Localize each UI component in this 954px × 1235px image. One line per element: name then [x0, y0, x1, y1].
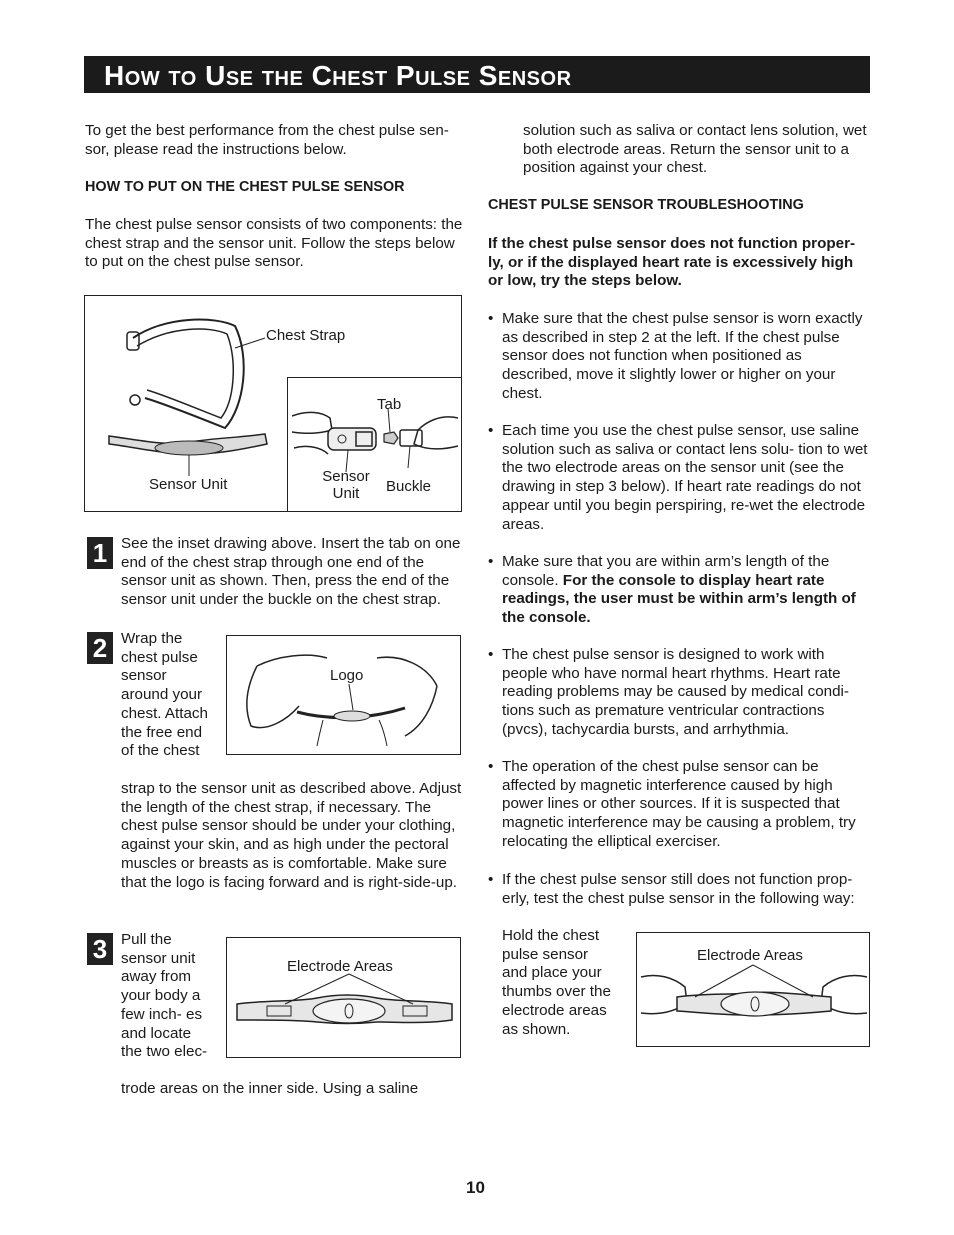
list-item: • The operation of the chest pulse sensor can be affected by magnetic interference caused by high power lines or other sources. If it is suspected that magnetic interference may be causing a problem, try relocating the elliptical exerciser.	[488, 758, 856, 850]
electrode-figure	[226, 937, 461, 1058]
test-electrode-areas-label: Electrode Areas	[697, 947, 803, 964]
step-3-number: 3	[87, 933, 113, 965]
wear-figure	[226, 635, 461, 755]
chest-strap-label: Chest Strap	[266, 327, 346, 344]
list-item: • If the chest pulse sensor still does not function prop- erly, test the chest pulse sensor in the following way:	[488, 871, 855, 907]
troubleshooting-heading: CHEST PULSE SENSOR TROUBLESHOOTING	[488, 197, 804, 213]
list-item: • Make sure that the chest pulse sensor is worn exactly as described in step 2 at the left. If the chest pulse sensor does not function when positioned as described, move it slightly lower or higher on your chest.	[488, 310, 863, 402]
sensor-unit-label: Sensor Unit	[149, 476, 228, 493]
thumb-test-figure	[636, 932, 870, 1047]
step-3-text-narrow: Pull the sensor unit away from your body a few inch- es and locate the two elec-	[121, 931, 208, 1061]
step-1-text: See the inset drawing above. Insert the tab on one end of the chest strap through one end of the sensor unit as shown. Then, press the end of the sensor unit under the buckle on the chest strap.	[121, 535, 461, 609]
inset-sensor-unit-label: Sensor Unit	[322, 468, 370, 502]
components-paragraph: The chest pulse sensor consists of two components: the chest strap and the sensor unit. Follow the steps below to put on the chest pulse sensor.	[85, 216, 463, 271]
list-item: • Make sure that you are within arm’s length of the console. For the console to display heart rate readings, the user must be within arm’s length of the console.	[488, 553, 856, 627]
step-2-number: 2	[87, 632, 113, 664]
troubleshooting-intro: If the chest pulse sensor does not function proper- ly, or if the displayed heart rate is excessively high or low, try the steps below.	[488, 235, 856, 290]
saline-continuation: solution such as saliva or contact lens solution, wet both electrode areas. Return the sensor unit to a position against your chest.	[523, 122, 867, 177]
step-1-number: 1	[87, 537, 113, 569]
step-3-text-wide: trode areas on the inner side. Using a saline	[121, 1080, 419, 1097]
put-on-heading: HOW TO PUT ON THE CHEST PULSE SENSOR	[85, 179, 405, 195]
test-instructions: Hold the chest pulse sensor and place your thumbs over the electrode areas as shown.	[502, 927, 611, 1038]
inset-figure	[287, 377, 461, 511]
torso-illustration	[227, 636, 462, 756]
page-number: 10	[466, 1178, 485, 1197]
step-2-text-wide: strap to the sensor unit as described above. Adjust the length of the chest strap, if necessary. The chest pulse sensor should be under your clothing, against your skin, and as high under the pectoral muscles or breasts as is comfortable. Make sure that the logo is facing forward and is right-side-up.	[121, 780, 462, 891]
page-title: How to Use the Chest Pulse Sensor	[104, 60, 572, 91]
list-item: • The chest pulse sensor is designed to work with people who have normal heart rhythms. Heart rate reading problems may be caused by medical condi- tions such as premature ventricular contractions (pvcs), tachycardia bursts, and arrhythmia.	[488, 646, 849, 738]
strap-figure	[84, 295, 462, 512]
intro-paragraph: To get the best performance from the chest pulse sen- sor, please read the instructions below.	[85, 122, 449, 158]
tab-buckle-illustration	[288, 378, 462, 512]
step-2-text-narrow: Wrap the chest pulse sensor around your chest. Attach the free end of the chest	[121, 630, 208, 760]
title-bar	[84, 56, 870, 93]
electrode-illustration	[227, 938, 462, 1059]
logo-label: Logo	[330, 667, 364, 684]
tab-label: Tab	[377, 396, 402, 413]
electrode-areas-label: Electrode Areas	[287, 958, 393, 975]
buckle-label: Buckle	[386, 478, 432, 495]
list-item: • Each time you use the chest pulse sensor, use saline solution such as saliva or contact lens solu- tion to wet the two electrode areas on the sensor unit (see the drawing in step 3 below). If heart rate readings do not appear until you begin perspiring, re-wet the electrode areas.	[488, 422, 868, 533]
